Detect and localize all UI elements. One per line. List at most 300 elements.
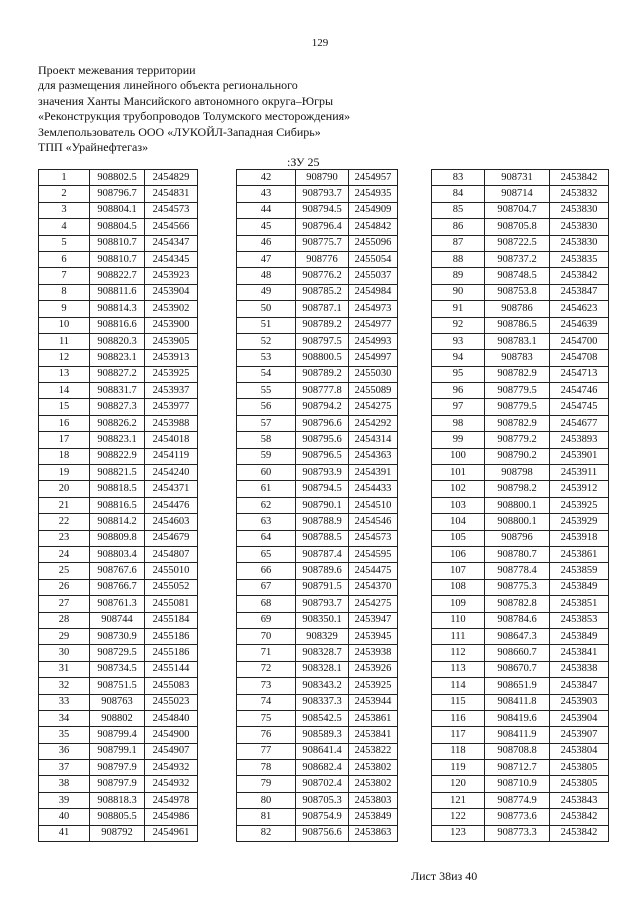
x-coordinate-cell: 908794.5 [296,202,349,218]
x-coordinate-cell: 908823.1 [90,432,145,448]
y-coordinate-cell: 2454240 [145,465,198,481]
point-number-cell: 16 [39,415,90,431]
table-row [237,317,398,333]
header-line-4: «Реконструкция трубопроводов Толумского месторождения» [38,109,351,124]
x-coordinate-cell: 908766.7 [90,579,145,595]
x-coordinate-cell: 908337.3 [296,694,349,710]
point-number-cell: 95 [432,366,485,382]
table-row [39,235,198,251]
point-number-cell: 32 [39,678,90,694]
table-row [39,415,198,431]
x-coordinate-cell: 908775.7 [296,235,349,251]
point-number-cell: 13 [39,366,90,382]
table-row [39,514,198,530]
x-coordinate-cell: 908785.2 [296,284,349,300]
point-number-cell: 71 [237,645,296,661]
y-coordinate-cell: 2455096 [349,235,398,251]
y-coordinate-cell: 2453804 [550,743,609,759]
table-row [432,776,609,792]
table-row [237,415,398,431]
y-coordinate-cell: 2453938 [349,645,398,661]
table-row [432,546,609,562]
y-coordinate-cell: 2453842 [550,825,609,841]
x-coordinate-cell: 908816.5 [90,497,145,513]
table-row [237,678,398,694]
table-row [432,465,609,481]
x-coordinate-cell: 908802.5 [90,170,145,186]
table-row [237,251,398,267]
y-coordinate-cell: 2453835 [550,251,609,267]
y-coordinate-cell: 2455144 [145,661,198,677]
y-coordinate-cell: 2455184 [145,612,198,628]
x-coordinate-cell: 908804.1 [90,202,145,218]
point-number-cell: 70 [237,628,296,644]
y-coordinate-cell: 2453849 [550,579,609,595]
point-number-cell: 106 [432,546,485,562]
point-number-cell: 120 [432,776,485,792]
x-coordinate-cell: 908800.1 [485,497,550,513]
x-coordinate-cell: 908702.4 [296,776,349,792]
x-coordinate-cell: 908774.9 [485,792,550,808]
y-coordinate-cell: 2453803 [349,792,398,808]
y-coordinate-cell: 2453904 [145,284,198,300]
point-number-cell: 85 [432,202,485,218]
x-coordinate-cell: 908734.5 [90,661,145,677]
point-number-cell: 108 [432,579,485,595]
table-row [237,219,398,235]
x-coordinate-cell: 908827.2 [90,366,145,382]
point-number-cell: 34 [39,710,90,726]
y-coordinate-cell: 2454986 [145,809,198,825]
point-number-cell: 63 [237,514,296,530]
x-coordinate-cell: 908793.7 [296,186,349,202]
y-coordinate-cell: 2454829 [145,170,198,186]
y-coordinate-cell: 2453900 [145,317,198,333]
x-coordinate-cell: 908799.4 [90,727,145,743]
x-coordinate-cell: 908822.9 [90,448,145,464]
table-row [432,202,609,218]
point-number-cell: 90 [432,284,485,300]
table-row [432,333,609,349]
table-row [432,170,609,186]
x-coordinate-cell: 908780.7 [485,546,550,562]
x-coordinate-cell: 908773.6 [485,809,550,825]
y-coordinate-cell: 2454345 [145,251,198,267]
table-row [237,710,398,726]
table-row [237,760,398,776]
header-line-2: для размещения линейного объекта регионального [38,78,298,93]
y-coordinate-cell: 2453838 [550,661,609,677]
y-coordinate-cell: 2455186 [145,645,198,661]
point-number-cell: 44 [237,202,296,218]
table-row [237,333,398,349]
header-line-3: значения Ханты Мансийского автономного округа–Югры [38,93,334,108]
y-coordinate-cell: 2454370 [349,579,398,595]
x-coordinate-cell: 908542.5 [296,710,349,726]
table-row [39,743,198,759]
table-row [432,251,609,267]
y-coordinate-cell: 2455030 [349,366,398,382]
x-coordinate-cell: 908794.5 [296,481,349,497]
table-row [432,825,609,841]
x-coordinate-cell: 908773.3 [485,825,550,841]
point-number-cell: 104 [432,514,485,530]
x-coordinate-cell: 908798 [485,465,550,481]
x-coordinate-cell: 908754.9 [296,809,349,825]
point-number-cell: 24 [39,546,90,562]
table-row [39,432,198,448]
table-row [432,579,609,595]
table-row [39,563,198,579]
y-coordinate-cell: 2453901 [550,448,609,464]
table-row [432,448,609,464]
table-row [237,235,398,251]
table-row [39,481,198,497]
x-coordinate-cell: 908763 [90,694,145,710]
table-row [237,809,398,825]
point-number-cell: 84 [432,186,485,202]
point-number-cell: 110 [432,612,485,628]
y-coordinate-cell: 2454275 [349,399,398,415]
table-row [432,383,609,399]
point-number-cell: 113 [432,661,485,677]
y-coordinate-cell: 2453853 [550,612,609,628]
table-row [39,399,198,415]
coordinates-table-1 [38,169,198,842]
y-coordinate-cell: 2454595 [349,546,398,562]
y-coordinate-cell: 2454347 [145,235,198,251]
point-number-cell: 62 [237,497,296,513]
y-coordinate-cell: 2454391 [349,465,398,481]
table-row [39,317,198,333]
x-coordinate-cell: 908798.2 [485,481,550,497]
point-number-cell: 67 [237,579,296,595]
point-number-cell: 21 [39,497,90,513]
y-coordinate-cell: 2454907 [145,743,198,759]
y-coordinate-cell: 2454510 [349,497,398,513]
y-coordinate-cell: 2453945 [349,628,398,644]
table-row [237,284,398,300]
x-coordinate-cell: 908787.1 [296,301,349,317]
x-coordinate-cell: 908804.5 [90,219,145,235]
x-coordinate-cell: 908820.3 [90,333,145,349]
table-row [432,481,609,497]
point-number-cell: 59 [237,448,296,464]
y-coordinate-cell: 2455037 [349,268,398,284]
point-number-cell: 91 [432,301,485,317]
x-coordinate-cell: 908731 [485,170,550,186]
table-row [39,792,198,808]
point-number-cell: 9 [39,301,90,317]
point-number-cell: 80 [237,792,296,808]
x-coordinate-cell: 908786 [485,301,550,317]
table-row [432,743,609,759]
table-row [237,694,398,710]
table-row [39,186,198,202]
x-coordinate-cell: 908799.1 [90,743,145,759]
point-number-cell: 41 [39,825,90,841]
y-coordinate-cell: 2455089 [349,383,398,399]
table-row [237,546,398,562]
y-coordinate-cell: 2453802 [349,760,398,776]
y-coordinate-cell: 2454546 [349,514,398,530]
table-row [237,432,398,448]
y-coordinate-cell: 2453925 [550,497,609,513]
x-coordinate-cell: 908647.3 [485,628,550,644]
point-number-cell: 78 [237,760,296,776]
y-coordinate-cell: 2453911 [550,465,609,481]
point-number-cell: 75 [237,710,296,726]
sheet-footer: Лист 38из 40 [411,869,478,883]
point-number-cell: 56 [237,399,296,415]
y-coordinate-cell: 2453841 [550,645,609,661]
x-coordinate-cell: 908814.2 [90,514,145,530]
point-number-cell: 65 [237,546,296,562]
x-coordinate-cell: 908328.1 [296,661,349,677]
x-coordinate-cell: 908786.5 [485,317,550,333]
point-number-cell: 54 [237,366,296,382]
x-coordinate-cell: 908782.9 [485,366,550,382]
y-coordinate-cell: 2454961 [145,825,198,841]
point-number-cell: 115 [432,694,485,710]
header-line-1: Проект межевания территории [38,63,196,77]
x-coordinate-cell: 908796.4 [296,219,349,235]
table-row [432,301,609,317]
x-coordinate-cell: 908787.4 [296,546,349,562]
x-coordinate-cell: 908822.7 [90,268,145,284]
point-number-cell: 20 [39,481,90,497]
table-row [432,678,609,694]
point-number-cell: 109 [432,596,485,612]
x-coordinate-cell: 908810.7 [90,251,145,267]
x-coordinate-cell: 908777.8 [296,383,349,399]
table-row [39,366,198,382]
y-coordinate-cell: 2454909 [349,202,398,218]
table-row [39,612,198,628]
x-coordinate-cell: 908778.4 [485,563,550,579]
table-row [432,694,609,710]
x-coordinate-cell: 908704.7 [485,202,550,218]
table-row [39,219,198,235]
x-coordinate-cell: 908810.7 [90,235,145,251]
table-row [39,579,198,595]
point-number-cell: 103 [432,497,485,513]
x-coordinate-cell: 908651.9 [485,678,550,694]
x-coordinate-cell: 908779.5 [485,383,550,399]
y-coordinate-cell: 2453912 [550,481,609,497]
table-row [39,825,198,841]
y-coordinate-cell: 2455010 [145,563,198,579]
x-coordinate-cell: 908797.9 [90,776,145,792]
x-coordinate-cell: 908797.5 [296,333,349,349]
x-coordinate-cell: 908350.1 [296,612,349,628]
point-number-cell: 111 [432,628,485,644]
y-coordinate-cell: 2454745 [550,399,609,415]
table-row [39,678,198,694]
point-number-cell: 121 [432,792,485,808]
y-coordinate-cell: 2453849 [550,628,609,644]
point-number-cell: 77 [237,743,296,759]
table-row [237,514,398,530]
point-number-cell: 30 [39,645,90,661]
point-number-cell: 29 [39,628,90,644]
y-coordinate-cell: 2454573 [145,202,198,218]
x-coordinate-cell: 908793.9 [296,465,349,481]
table-row [432,760,609,776]
point-number-cell: 81 [237,809,296,825]
point-number-cell: 96 [432,383,485,399]
y-coordinate-cell: 2454433 [349,481,398,497]
table-row [237,268,398,284]
x-coordinate-cell: 908823.1 [90,350,145,366]
x-coordinate-cell: 908783 [485,350,550,366]
y-coordinate-cell: 2453925 [145,366,198,382]
x-coordinate-cell: 908784.6 [485,612,550,628]
point-number-cell: 97 [432,399,485,415]
point-number-cell: 33 [39,694,90,710]
x-coordinate-cell: 908343.2 [296,678,349,694]
x-coordinate-cell: 908779.2 [485,432,550,448]
table-row [432,530,609,546]
x-coordinate-cell: 908714 [485,186,550,202]
y-coordinate-cell: 2454807 [145,546,198,562]
x-coordinate-cell: 908730.9 [90,628,145,644]
y-coordinate-cell: 2453842 [550,268,609,284]
point-number-cell: 118 [432,743,485,759]
point-number-cell: 93 [432,333,485,349]
point-number-cell: 23 [39,530,90,546]
point-number-cell: 107 [432,563,485,579]
point-number-cell: 27 [39,596,90,612]
point-number-cell: 100 [432,448,485,464]
y-coordinate-cell: 2453847 [550,678,609,694]
x-coordinate-cell: 908419.6 [485,710,550,726]
table-row [432,514,609,530]
y-coordinate-cell: 2454476 [145,497,198,513]
table-row [39,596,198,612]
x-coordinate-cell: 908809.8 [90,530,145,546]
y-coordinate-cell: 2453805 [550,776,609,792]
point-number-cell: 112 [432,645,485,661]
x-coordinate-cell: 908790 [296,170,349,186]
x-coordinate-cell: 908775.3 [485,579,550,595]
document-header [38,63,350,155]
y-coordinate-cell: 2454018 [145,432,198,448]
point-number-cell: 58 [237,432,296,448]
table-row [432,809,609,825]
y-coordinate-cell: 2453925 [349,678,398,694]
y-coordinate-cell: 2453977 [145,399,198,415]
point-number-cell: 101 [432,465,485,481]
x-coordinate-cell: 908411.8 [485,694,550,710]
x-coordinate-cell: 908831.7 [90,383,145,399]
table-row [39,727,198,743]
x-coordinate-cell: 908729.5 [90,645,145,661]
table-row [237,383,398,399]
point-number-cell: 122 [432,809,485,825]
x-coordinate-cell: 908796.6 [296,415,349,431]
table-row [39,170,198,186]
y-coordinate-cell: 2454371 [145,481,198,497]
x-coordinate-cell: 908753.8 [485,284,550,300]
y-coordinate-cell: 2454603 [145,514,198,530]
x-coordinate-cell: 908782.9 [485,415,550,431]
y-coordinate-cell: 2454977 [349,317,398,333]
table-row [39,251,198,267]
point-number-cell: 43 [237,186,296,202]
table-row [432,366,609,382]
y-coordinate-cell: 2453842 [550,809,609,825]
point-number-cell: 114 [432,678,485,694]
point-number-cell: 52 [237,333,296,349]
table-row [237,727,398,743]
y-coordinate-cell: 2455081 [145,596,198,612]
table-row [237,366,398,382]
x-coordinate-cell: 908788.5 [296,530,349,546]
table-row [237,596,398,612]
point-number-cell: 74 [237,694,296,710]
table-row [237,350,398,366]
x-coordinate-cell: 908710.9 [485,776,550,792]
table-row [432,727,609,743]
table-row [432,628,609,644]
point-number-cell: 35 [39,727,90,743]
point-number-cell: 49 [237,284,296,300]
point-number-cell: 1 [39,170,90,186]
point-number-cell: 117 [432,727,485,743]
table-row [39,694,198,710]
point-number-cell: 98 [432,415,485,431]
point-number-cell: 47 [237,251,296,267]
y-coordinate-cell: 2453822 [349,743,398,759]
table-row [237,186,398,202]
point-number-cell: 82 [237,825,296,841]
point-number-cell: 83 [432,170,485,186]
x-coordinate-cell: 908744 [90,612,145,628]
y-coordinate-cell: 2454679 [145,530,198,546]
point-number-cell: 40 [39,809,90,825]
table-row [39,383,198,399]
y-coordinate-cell: 2454973 [349,301,398,317]
table-row [237,792,398,808]
x-coordinate-cell: 908756.6 [296,825,349,841]
point-number-cell: 14 [39,383,90,399]
y-coordinate-cell: 2453893 [550,432,609,448]
point-number-cell: 48 [237,268,296,284]
x-coordinate-cell: 908805.5 [90,809,145,825]
x-coordinate-cell: 908800.1 [485,514,550,530]
y-coordinate-cell: 2453902 [145,301,198,317]
table-row [237,645,398,661]
point-number-cell: 116 [432,710,485,726]
point-number-cell: 76 [237,727,296,743]
table-row [39,628,198,644]
x-coordinate-cell: 908795.6 [296,432,349,448]
table-row [237,170,398,186]
y-coordinate-cell: 2455054 [349,251,398,267]
table-row [237,448,398,464]
y-coordinate-cell: 2453861 [550,546,609,562]
point-number-cell: 64 [237,530,296,546]
point-number-cell: 60 [237,465,296,481]
point-number-cell: 87 [432,235,485,251]
x-coordinate-cell: 908803.4 [90,546,145,562]
point-number-cell: 6 [39,251,90,267]
y-coordinate-cell: 2454993 [349,333,398,349]
y-coordinate-cell: 2453841 [349,727,398,743]
x-coordinate-cell: 908761.3 [90,596,145,612]
x-coordinate-cell: 908818.5 [90,481,145,497]
